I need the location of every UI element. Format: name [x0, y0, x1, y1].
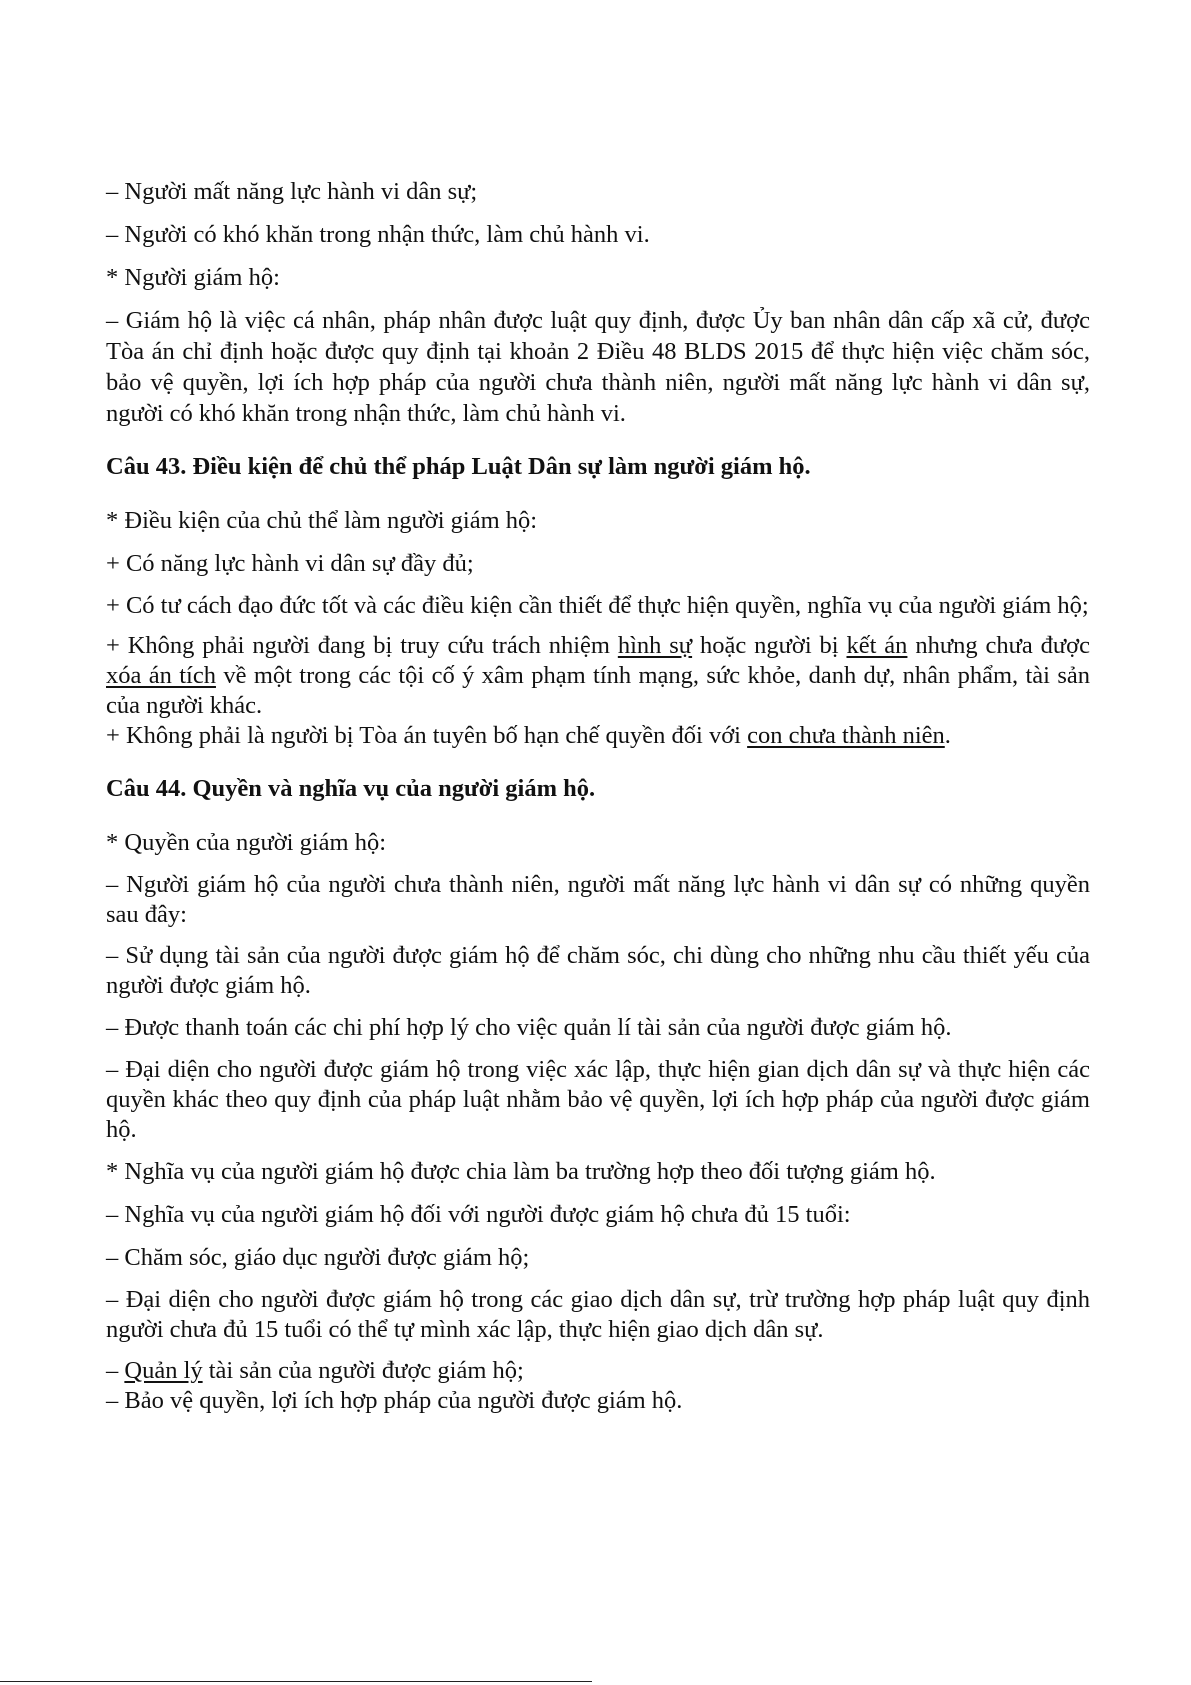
- link-xoa-an-tich[interactable]: xóa án tích: [106, 662, 216, 689]
- paragraph-tu-cach-dao-duc: + Có tư cách đạo đức tốt và các điều kiện cần thiết để thực hiện quyền, nghĩa vụ của người giám hộ;: [106, 592, 1089, 619]
- paragraph-bao-ve-quyen: – Bảo vệ quyền, lợi ích hợp pháp của người được giám hộ.: [106, 1387, 683, 1414]
- paragraph-cham-soc-giao-duc: – Chăm sóc, giáo dục người được giám hộ;: [106, 1244, 530, 1271]
- paragraph-giam-ho-definition: – Giám hộ là việc cá nhân, pháp nhân được luật quy định, được Ủy ban nhân dân cấp xã cử, được Tòa án chỉ định hoặc được quy định tại khoản 2 Điều 48 BLDS 2015 để thực hiện việc chăm sóc, bảo vệ quyền, lợi ích hợp pháp của người chưa thành niên, người mất năng lực hành vi dân sự, người có khó khăn trong nhận thức, làm chủ hành vi.: [106, 307, 1090, 427]
- section-heading-cau-43: Câu 43. Điều kiện để chủ thể pháp Luật Dân sự làm người giám hộ.: [106, 453, 811, 480]
- paragraph-dieu-kien-heading: * Điều kiện của chủ thể làm người giám hộ:: [106, 507, 538, 534]
- text-segment: hoặc người bị: [692, 632, 847, 659]
- footer-divider: [0, 1681, 592, 1682]
- paragraph-dai-dien-xac-lap: – Đại diện cho người được giám hộ trong việc xác lập, thực hiện gian dịch dân sự và thực hiện các quyền khác theo quy định của pháp luật nhằm bảo vệ quyền, lợi ích hợp pháp của người được giám hộ.: [106, 1056, 1090, 1143]
- paragraph-mat-nang-luc: – Người mất năng lực hành vi dân sự;: [106, 178, 478, 205]
- text-segment: về một trong các tội cố ý xâm phạm tính mạng, sức khỏe, danh dự, nhân phẩm, tài sản của người khác.: [106, 662, 1090, 719]
- paragraph-khong-bi-truy-cuu: [106, 631, 1090, 721]
- paragraph-quyen-heading: * Quyền của người giám hộ:: [106, 829, 387, 856]
- paragraph-nguoi-giam-ho-heading: * Người giám hộ:: [106, 264, 280, 291]
- text-segment: –: [106, 1357, 125, 1384]
- text-segment: tài sản của người được giám hộ;: [202, 1357, 524, 1384]
- link-quan-ly[interactable]: Quản lý: [124, 1357, 203, 1384]
- text-segment: + Không phải là người bị Tòa án tuyên bố hạn chế quyền đối với: [106, 722, 748, 749]
- paragraph-han-che-quyen: [106, 721, 1090, 751]
- paragraph-dai-dien-giao-dich: – Đại diện cho người được giám hộ trong các giao dịch dân sự, trừ trường hợp pháp luật quy định người chưa đủ 15 tuổi có thể tự mình xác lập, thực hiện giao dịch dân sự.: [106, 1286, 1090, 1343]
- paragraph-nghia-vu-duoi-15: – Nghĩa vụ của người giám hộ đối với người được giám hộ chưa đủ 15 tuổi:: [106, 1201, 851, 1228]
- paragraph-su-dung-tai-san: – Sử dụng tài sản của người được giám hộ để chăm sóc, chi dùng cho những nhu cầu thiết yếu của người được giám hộ.: [106, 942, 1090, 999]
- link-hinh-su[interactable]: hình sự: [617, 632, 693, 659]
- paragraph-quyen-intro: – Người giám hộ của người chưa thành niên, người mất năng lực hành vi dân sự có những quyền sau đây:: [106, 871, 1090, 928]
- paragraph-kho-khan: – Người có khó khăn trong nhận thức, làm chủ hành vi.: [106, 221, 650, 248]
- text-segment: .: [944, 722, 951, 749]
- link-ket-an[interactable]: kết án: [846, 632, 908, 659]
- paragraph-nang-luc-day-du: + Có năng lực hành vi dân sự đầy đủ;: [106, 550, 474, 577]
- text-segment: nhưng chưa được: [907, 632, 1091, 659]
- paragraph-thanh-toan-chi-phi: – Được thanh toán các chi phí hợp lý cho việc quản lí tài sản của người được giám hộ.: [106, 1014, 952, 1041]
- document-body: [106, 176, 1090, 1416]
- link-con-chua-thanh-nien[interactable]: con chưa thành niên: [747, 722, 945, 749]
- section-heading-cau-44: Câu 44. Quyền và nghĩa vụ của người giám hộ.: [106, 775, 596, 802]
- text-segment: + Không phải người đang bị truy cứu trách nhiệm: [106, 632, 618, 659]
- paragraph-quan-ly-tai-san: [106, 1356, 1090, 1386]
- paragraph-nghia-vu-heading: * Nghĩa vụ của người giám hộ được chia làm ba trường hợp theo đối tượng giám hộ.: [106, 1158, 936, 1185]
